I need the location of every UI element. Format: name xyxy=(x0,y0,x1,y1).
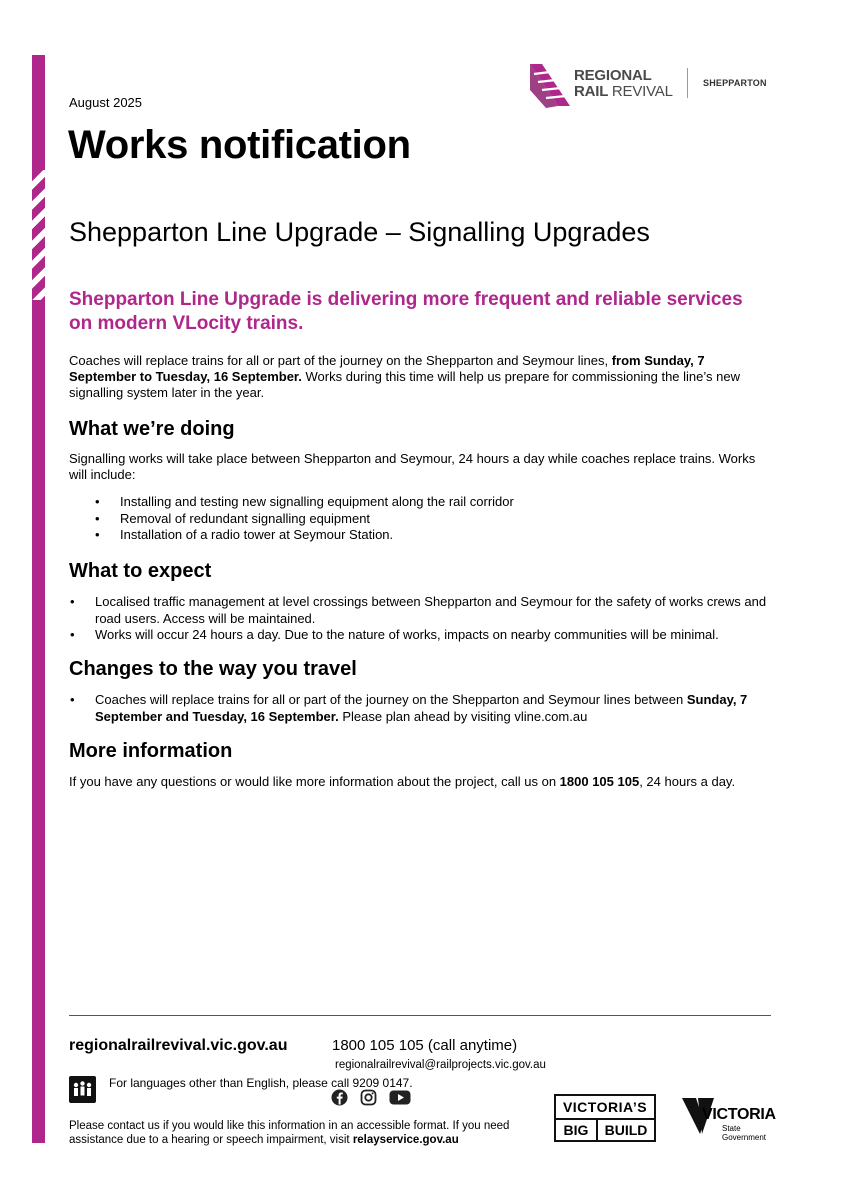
logo-line2-revival: REVIVAL xyxy=(611,83,673,100)
info-text-pre: If you have any questions or would like more information about the project, call us on xyxy=(69,774,560,789)
victoria-state-government-logo xyxy=(680,1094,775,1146)
youtube-icon[interactable] xyxy=(389,1089,411,1106)
state-label: State xyxy=(722,1124,741,1133)
page-title: Works notification xyxy=(68,123,411,167)
info-text-post: , 24 hours a day. xyxy=(639,774,736,789)
heading-what-were-doing: What we’re doing xyxy=(69,418,235,440)
vbb-big: BIG xyxy=(556,1120,598,1140)
facebook-icon[interactable] xyxy=(331,1089,348,1106)
list-item: • Installation of a radio tower at Seymour Station. xyxy=(120,527,760,544)
website-link[interactable]: regionalrailrevival.vic.gov.au xyxy=(69,1037,288,1054)
regional-rail-revival-logo xyxy=(528,58,768,114)
heading-more-information: More information xyxy=(69,740,233,762)
summary-paragraph xyxy=(69,353,769,401)
travel-list xyxy=(95,692,775,725)
doing-list xyxy=(120,494,760,544)
interpreter-icon xyxy=(69,1076,96,1103)
travel-dates: Sunday, 7 September and Tuesday, 16 September. xyxy=(95,692,748,724)
list-item: • Removal of redundant signalling equipment xyxy=(120,511,760,528)
accessibility-notice xyxy=(69,1119,529,1147)
list-item: • Works will occur 24 hours a day. Due to the nature of works, impacts on nearby communities will be minimal. xyxy=(95,627,775,644)
logo-wordmark xyxy=(574,68,673,100)
accessibility-text: Please contact us if you would like this information in an accessible format. If you need assistance due to a hearing or speech impairment, visit xyxy=(69,1120,510,1146)
info-paragraph xyxy=(69,774,769,790)
footer-divider xyxy=(69,1015,771,1016)
instagram-icon[interactable] xyxy=(360,1089,377,1106)
notice-date: August 2025 xyxy=(69,95,143,110)
heading-changes-to-travel: Changes to the way you travel xyxy=(69,658,357,680)
contact-phone: 1800 105 105 (call anytime) xyxy=(332,1037,518,1054)
info-phone: 1800 105 105 xyxy=(559,774,640,789)
summary-dates: from Sunday, 7 September to Tuesday, 16 September. xyxy=(69,353,705,384)
list-item: • Localised traffic management at level crossings between Shepparton and Seymour for the safety of works crews and road users. Access will be maintained. xyxy=(95,594,775,627)
list-item xyxy=(95,692,775,725)
doing-paragraph: Signalling works will take place between Shepparton and Seymour, 24 hours a day while coaches replace trains. Works will include: xyxy=(69,451,756,482)
logo-line1: REGIONAL xyxy=(574,67,652,84)
travel-text-pre: Coaches will replace trains for all or part of the journey on the Shepparton and Seymour lines between xyxy=(95,692,687,707)
summary-text-pre: Coaches will replace trains for all or part of the journey on the Shepparton and Seymour lines, xyxy=(69,353,612,368)
side-stripe-hatch xyxy=(32,170,45,300)
rail-track-logo-icon xyxy=(528,60,572,110)
logo-line2-rail: RAIL xyxy=(574,83,608,100)
page-subtitle: Shepparton Line Upgrade – Signalling Upgrades xyxy=(69,217,650,247)
languages-notice: For languages other than English, please call 9209 0147. xyxy=(109,1076,413,1090)
summary-text-post: Works during this time will help us prepare for commissioning the line’s new signalling system later in the year. xyxy=(69,369,740,400)
logo-divider xyxy=(687,68,688,98)
relay-service-link[interactable]: relayservice.gov.au xyxy=(352,1134,459,1146)
victoria-wordmark: VICTORIA xyxy=(702,1106,776,1123)
list-item: • Installing and testing new signalling equipment along the rail corridor xyxy=(120,494,760,511)
heading-what-to-expect: What to expect xyxy=(69,560,212,582)
expect-list xyxy=(95,594,775,644)
state-government-label xyxy=(722,1124,766,1142)
intro-statement: Shepparton Line Upgrade is delivering more frequent and reliable services on modern VLocity trains. xyxy=(69,289,743,334)
vbb-build: BUILD xyxy=(604,1122,648,1138)
vbb-line1: VICTORIA’S xyxy=(556,1096,654,1120)
travel-text-post: Please plan ahead by visiting vline.com.au xyxy=(338,708,588,724)
logo-region: SHEPPARTON xyxy=(703,78,767,88)
victorias-big-build-logo xyxy=(554,1094,656,1142)
government-label: Government xyxy=(722,1133,767,1142)
contact-email[interactable]: regionalrailrevival@railprojects.vic.gov.au xyxy=(335,1059,546,1071)
